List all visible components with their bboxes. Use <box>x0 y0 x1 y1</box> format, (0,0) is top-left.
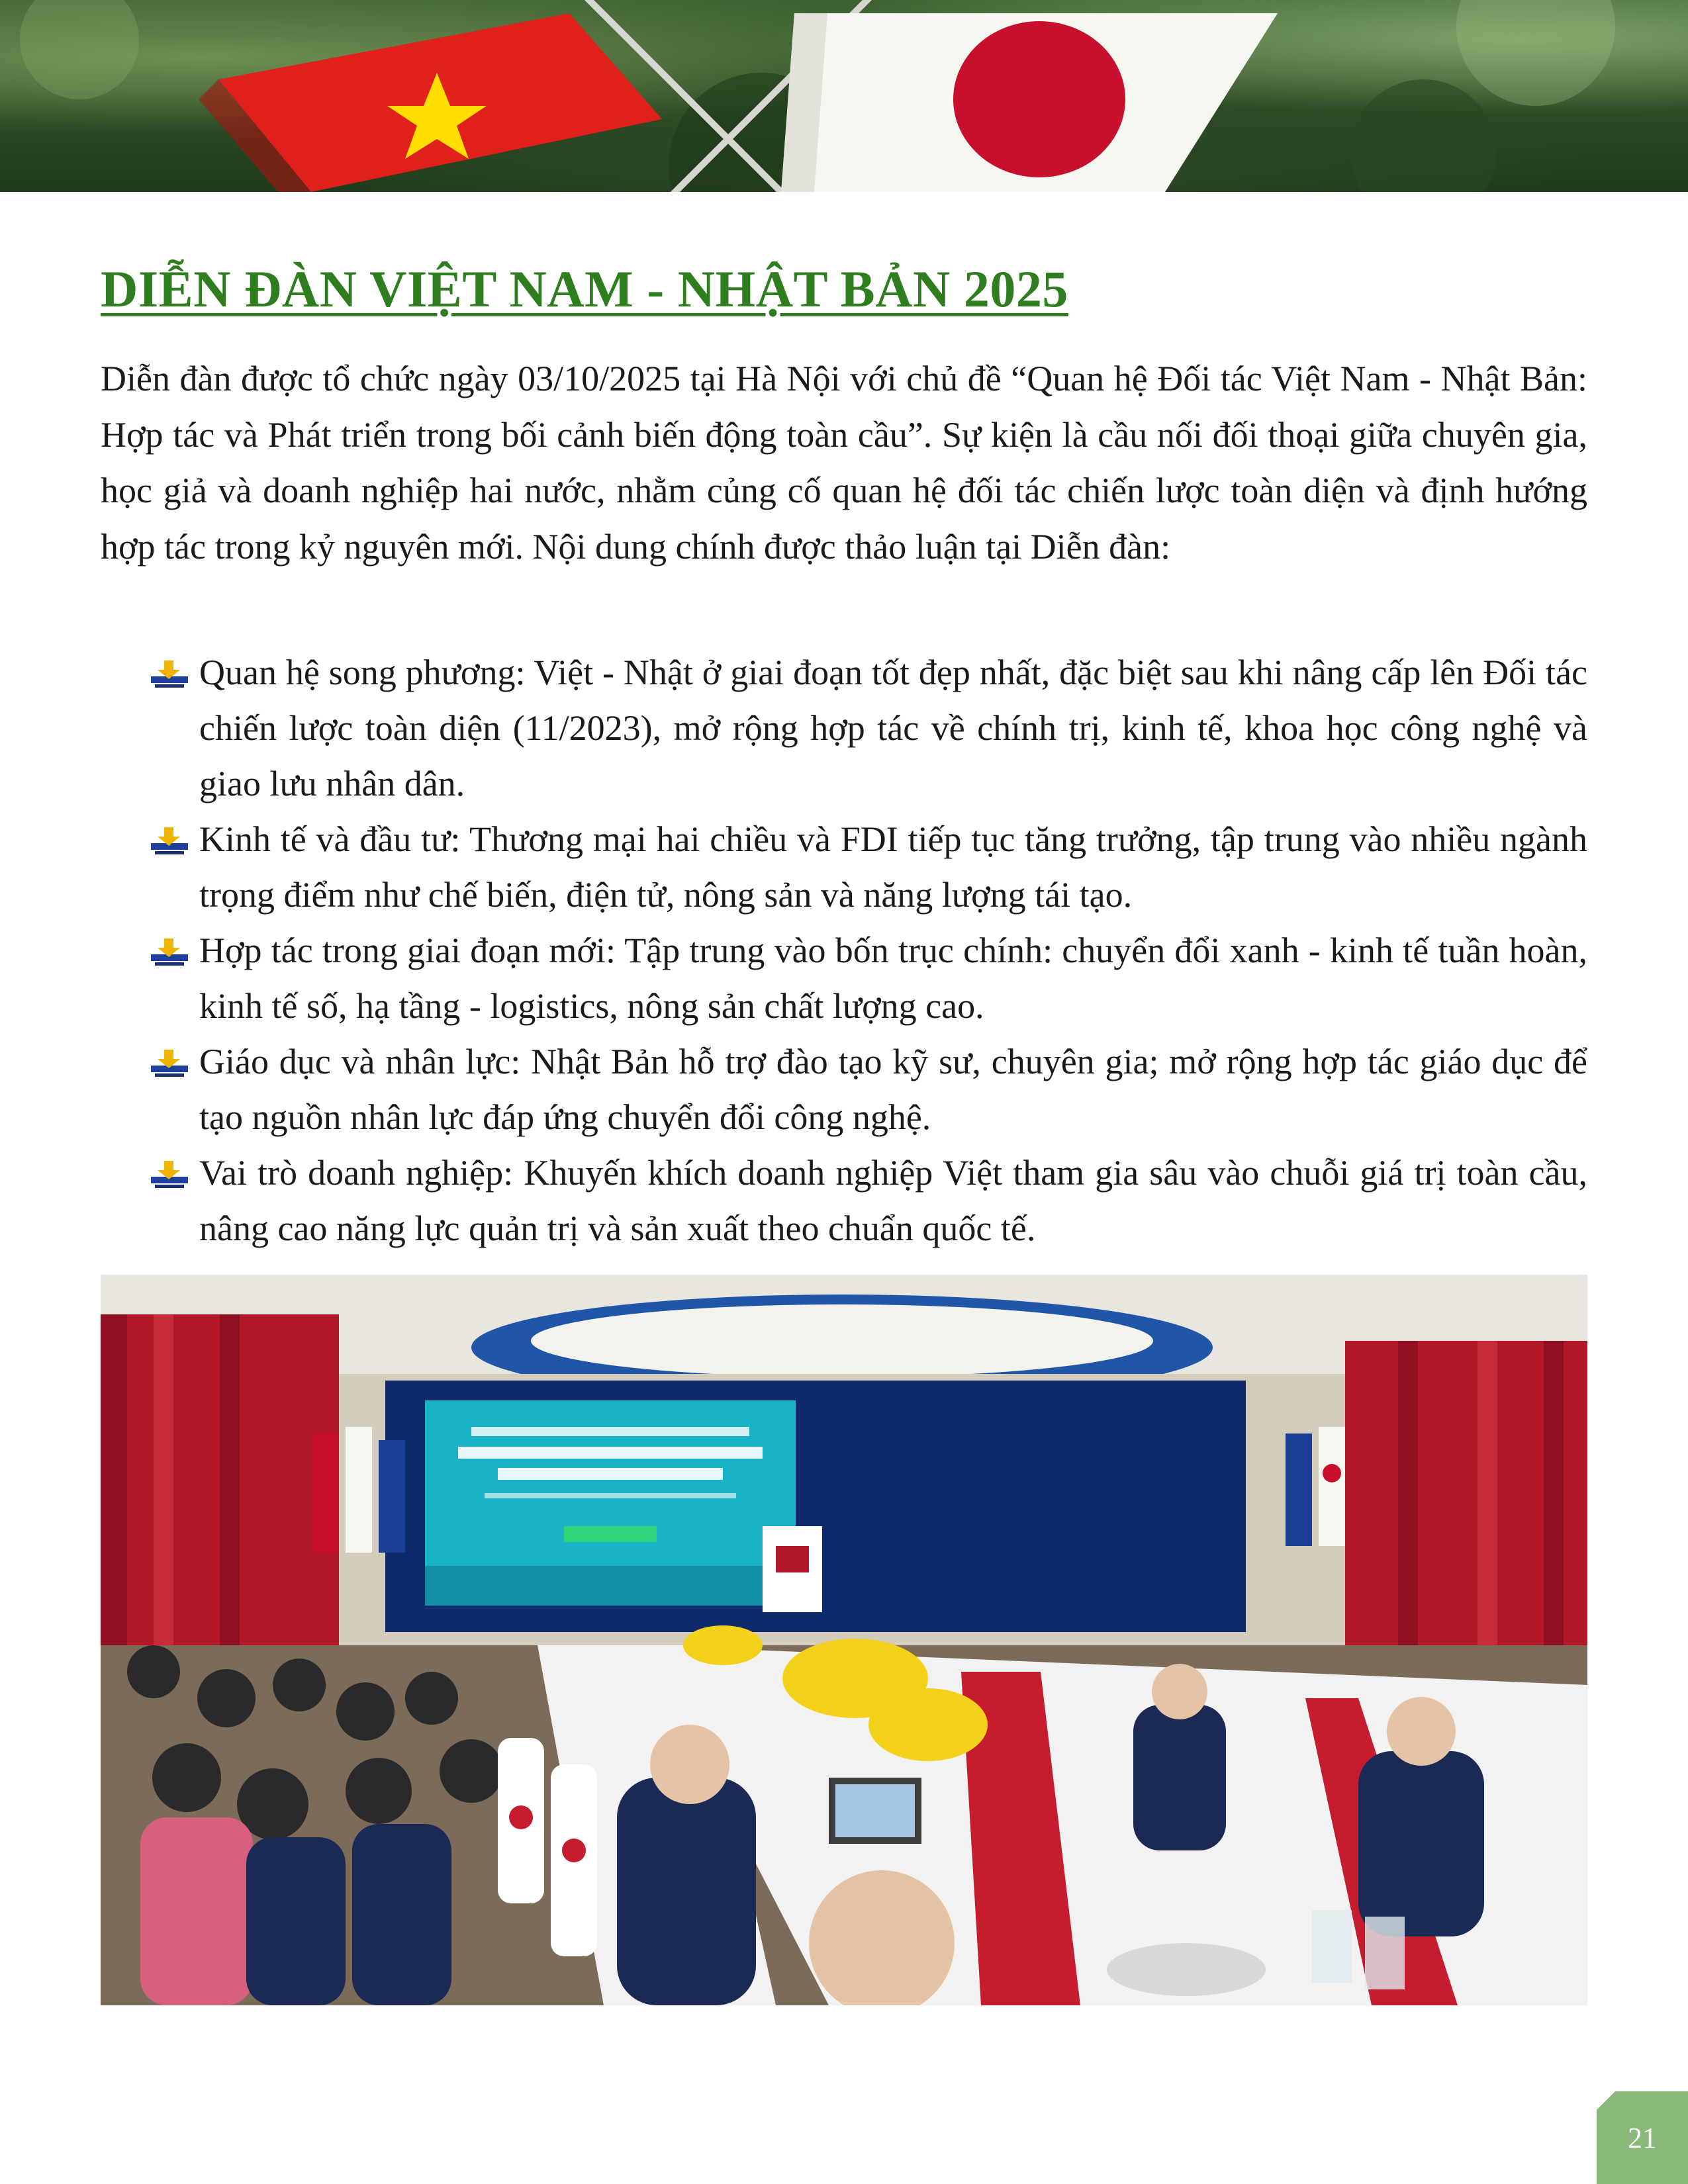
list-item <box>101 811 1587 923</box>
japan-flag <box>781 13 1278 192</box>
arrow-bullet-icon <box>151 1160 188 1191</box>
list-item <box>101 923 1587 1034</box>
list-item <box>101 1034 1587 1145</box>
list-item-text: Kinh tế và đầu tư: Thương mại hai chiều và FDI tiếp tục tăng trưởng, tập trung vào nhiều ngành trọng điểm như chế biến, điện tử, nông sản và năng lượng tái tạo. <box>199 819 1587 915</box>
header-banner <box>0 0 1688 192</box>
list-item-text: Quan hệ song phương: Việt - Nhật ở giai đoạn tốt đẹp nhất, đặc biệt sau khi nâng cấp lên Đối tác chiến lược toàn diện (11/2023), mở rộng hợp tác về chính trị, kinh tế, khoa học công nghệ và giao lưu nhân dân. <box>199 653 1587 803</box>
page-title: DIỄN ĐÀN VIỆT NAM - NHẬT BẢN 2025 <box>101 260 1068 318</box>
crossed-flags-illustration <box>0 0 1688 192</box>
key-points-list <box>101 645 1587 1256</box>
list-item-text: Giáo dục và nhân lực: Nhật Bản hỗ trợ đào tạo kỹ sư, chuyên gia; mở rộng hợp tác giáo dục để tạo nguồn nhân lực đáp ứng chuyển đổi công nghệ. <box>199 1042 1587 1137</box>
flag-sun-icon <box>953 21 1125 177</box>
list-item-text: Hợp tác trong giai đoạn mới: Tập trung vào bốn trục chính: chuyển đổi xanh - kinh tế tuần hoàn, kinh tế số, hạ tầng - logistics, nông sản chất lượng cao. <box>199 931 1587 1026</box>
conference-hall-illustration <box>101 1275 1587 2005</box>
list-item <box>101 1145 1587 1256</box>
list-item <box>101 645 1587 811</box>
vietnam-flag <box>199 13 662 192</box>
arrow-bullet-icon <box>151 937 188 969</box>
arrow-bullet-icon <box>151 1048 188 1080</box>
page-number: 21 <box>1597 2091 1688 2184</box>
intro-paragraph: Diễn đàn được tổ chức ngày 03/10/2025 tại Hà Nội với chủ đề “Quan hệ Đối tác Việt Nam - Nhật Bản: Hợp tác và Phát triển trong bối cảnh biến động toàn cầu”. Sự kiện là cầu nối đối thoại giữa chuyên gia, học giả và doanh nghiệp hai nước, nhằm củng cố quan hệ đối tác chiến lược toàn diện và định hướng hợp tác trong kỷ nguyên mới. Nội dung chính được thảo luận tại Diễn đàn: <box>101 359 1587 567</box>
arrow-bullet-icon <box>151 826 188 858</box>
arrow-bullet-icon <box>151 659 188 691</box>
list-item-text: Vai trò doanh nghiệp: Khuyến khích doanh nghiệp Việt tham gia sâu vào chuỗi giá trị toàn cầu, nâng cao năng lực quản trị và sản xuất theo chuẩn quốc tế. <box>199 1153 1587 1248</box>
conference-photo <box>101 1275 1587 2005</box>
